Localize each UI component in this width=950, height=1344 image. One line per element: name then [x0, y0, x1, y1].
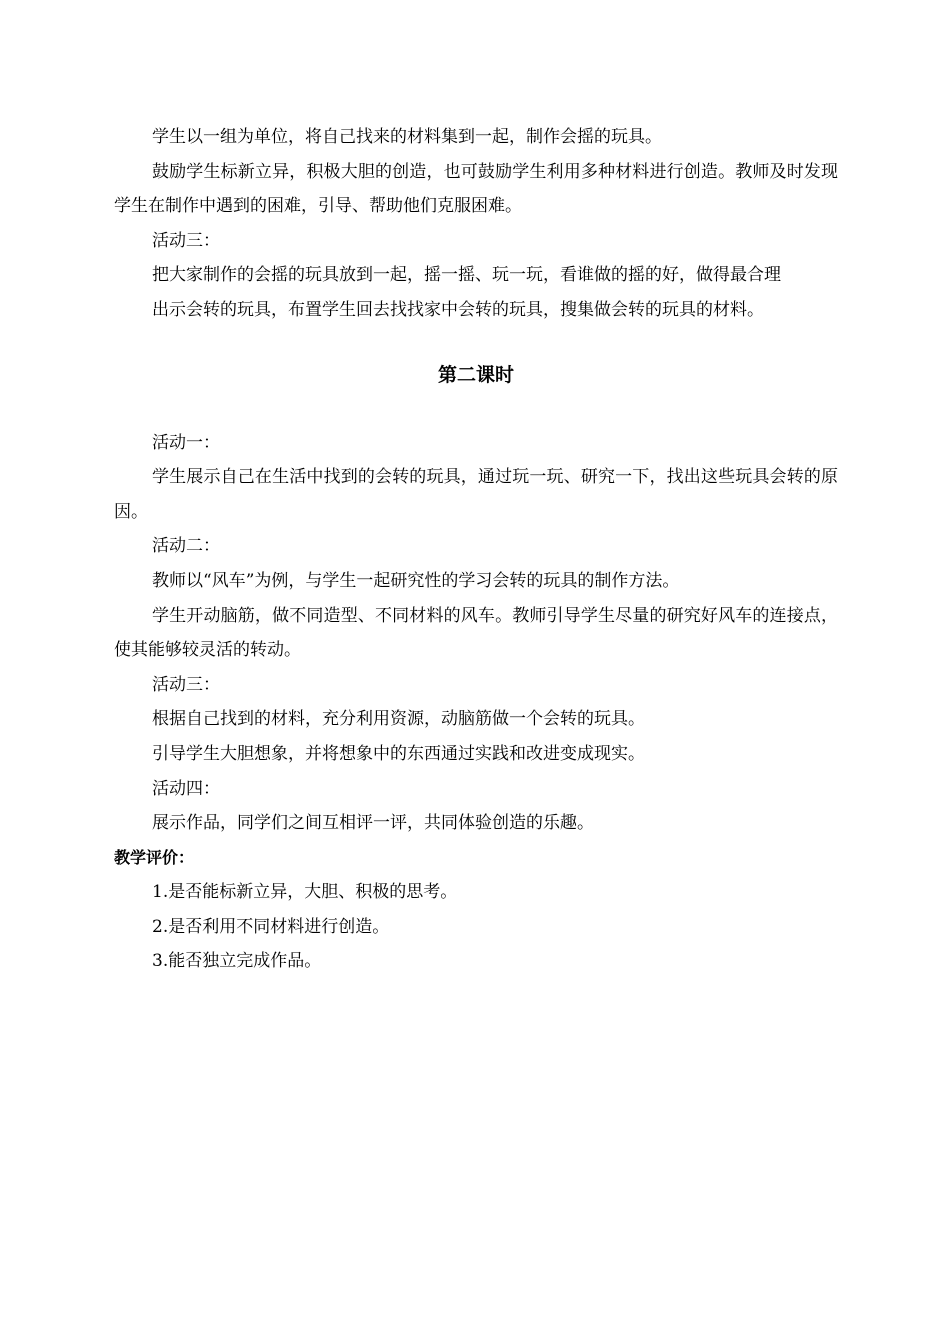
activity-3-text-1: 根据自己找到的材料，充分利用资源，动脑筋做一个会转的玩具。 [152, 709, 645, 730]
intro-paragraph-3: 把大家制作的会摇的玩具放到一起，摇一摇、玩一玩，看谁做的摇的好，做得最合理 [152, 265, 781, 286]
activity-4-label: 活动四： [152, 778, 220, 799]
document-page [114, 120, 838, 979]
activity-3-label: 活动三： [152, 674, 220, 695]
intro-paragraph-4: 出示会转的玩具，布置学生回去找找家中会转的玩具，搜集做会转的玩具的材料。 [152, 299, 764, 320]
evaluation-item-1: 1.是否能标新立异，大胆、积极的思考。 [152, 882, 458, 903]
activity-2-label: 活动二： [152, 536, 220, 557]
evaluation-label: 教学评价： [114, 847, 195, 867]
evaluation-item-2: 2.是否利用不同材料进行创造。 [152, 916, 390, 937]
activity-1-label: 活动一： [152, 432, 220, 453]
intro-paragraph-1: 学生以一组为单位，将自己找来的材料集到一起，制作会摇的玩具。 [152, 127, 662, 147]
activity-4-text: 展示作品，同学们之间互相评一评，共同体验创造的乐趣。 [152, 813, 594, 834]
activity-2-text-2: 学生开动脑筋，做不同造型、不同材料的风车。教师引导学生尽量的研究好风车的连接点，使其能够较灵活的转动。 [114, 605, 838, 661]
intro-paragraph-2: 鼓励学生标新立异，积极大胆的创造，也可鼓励学生利用多种材料进行创造。教师及时发现学生在制作中遇到的困难，引导、帮助他们克服困难。 [114, 161, 838, 217]
evaluation-item-3: 3.能否独立完成作品。 [152, 951, 322, 972]
intro-activity-3-label: 活动三： [152, 230, 220, 251]
activity-1-text: 学生展示自己在生活中找到的会转的玩具，通过玩一玩、研究一下，找出这些玩具会转的原因。 [114, 467, 838, 522]
activity-2-text-1: 教师以“风车”为例，与学生一起研究性的学习会转的玩具的制作方法。 [152, 570, 680, 591]
lesson-2-title: 第二课时 [437, 363, 514, 386]
activity-3-text-2: 引导学生大胆想象，并将想象中的东西通过实践和改进变成现实。 [152, 743, 645, 764]
